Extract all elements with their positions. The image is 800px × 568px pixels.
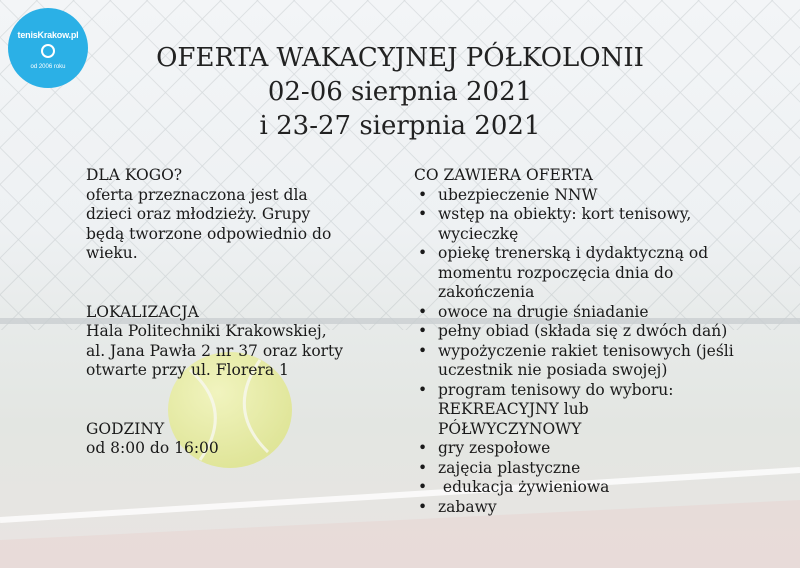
offer-item-line: edukacja żywieniowa bbox=[438, 478, 610, 496]
offer-item-line: pełny obiad (składa się z dwóch dań) bbox=[438, 322, 728, 340]
offer-item-line: uczestnik nie posiada swojej) bbox=[438, 361, 668, 379]
logo-since-text: od 2006 roku bbox=[30, 64, 66, 70]
offer-item-line: gry zespołowe bbox=[438, 439, 551, 457]
list-item bbox=[438, 186, 744, 206]
list-item bbox=[438, 322, 744, 342]
who-section bbox=[86, 166, 366, 264]
who-line: oferta przeznaczona jest dla bbox=[86, 185, 308, 204]
list-item bbox=[438, 205, 744, 244]
location-heading: LOKALIZACJA bbox=[86, 302, 199, 321]
offer-item-line: • wstęp na obiekty: kort tenisowy, bbox=[438, 205, 692, 223]
location-line: al. Jana Pawła 2 nr 37 oraz korty bbox=[86, 341, 344, 360]
location-line: otwarte przy ul. Florera 1 bbox=[86, 361, 289, 379]
title-line-1: OFERTA WAKACYJNEJ PÓŁKOLONII bbox=[156, 43, 644, 73]
offer-item-line: • opiekę trenerską i dydaktyczną od bbox=[438, 244, 709, 262]
list-item bbox=[438, 303, 744, 323]
title-line-2: 02-06 sierpnia 2021 bbox=[267, 77, 533, 107]
offer-item-line: zajęcia plastyczne bbox=[438, 458, 581, 477]
hours-section bbox=[86, 420, 366, 459]
who-line: będą tworzone odpowiednio do bbox=[86, 224, 332, 243]
offer-item-line: PÓŁWYCZYNOWY bbox=[438, 419, 582, 438]
title-line-3: i 23-27 sierpnia 2021 bbox=[259, 111, 541, 141]
offer-item-line: owoce na drugie śniadanie bbox=[438, 302, 649, 321]
offer-item-line: • wypożyczenie rakiet tenisowych (jeśli bbox=[438, 341, 734, 360]
list-item bbox=[438, 439, 744, 459]
logo-brand-text: tenisKrakow.pl bbox=[17, 30, 79, 40]
list-item bbox=[438, 478, 744, 498]
offer-item-line: wycieczkę bbox=[438, 224, 519, 243]
location-line: Hala Politechniki Krakowskiej, bbox=[86, 322, 327, 340]
location-section bbox=[86, 303, 366, 381]
hours-heading: GODZINY bbox=[86, 419, 165, 438]
offer-list bbox=[414, 186, 744, 518]
offer-item-line: ubezpieczenie NNW bbox=[438, 185, 598, 204]
offer-item-line: • program tenisowy do wyboru: bbox=[438, 380, 674, 399]
right-column bbox=[414, 166, 744, 517]
left-column bbox=[86, 166, 366, 459]
page-title bbox=[0, 41, 800, 143]
offer-heading: CO ZAWIERA OFERTA bbox=[414, 166, 593, 184]
list-item bbox=[438, 381, 744, 440]
list-item bbox=[438, 342, 744, 381]
list-item bbox=[438, 244, 744, 303]
offer-item-line: REKREACYJNY lub bbox=[438, 400, 589, 418]
offer-item-line: momentu rozpoczęcia dnia do bbox=[438, 263, 674, 282]
list-item bbox=[438, 498, 744, 518]
who-heading: DLA KOGO? bbox=[86, 166, 183, 184]
hours-value: od 8:00 do 16:00 bbox=[86, 439, 219, 457]
offer-item-line: zakończenia bbox=[438, 283, 535, 301]
offer-item-line: zabawy bbox=[438, 497, 497, 516]
who-line: dzieci oraz młodzieży. Grupy bbox=[86, 205, 311, 223]
who-line: wieku. bbox=[86, 244, 138, 262]
list-item bbox=[438, 459, 744, 479]
